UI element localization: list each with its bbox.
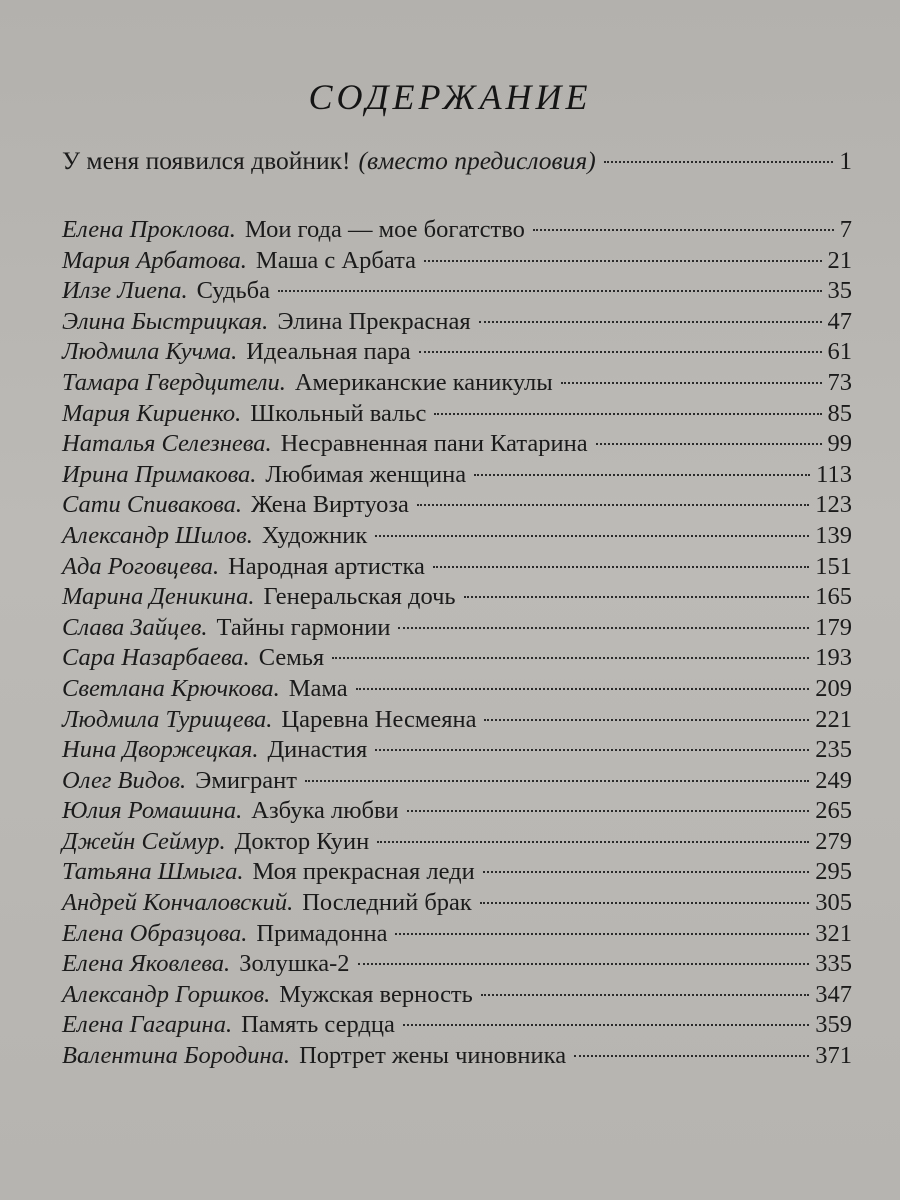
dot-leader xyxy=(375,535,809,537)
entry-author: Элина Быстрицкая. xyxy=(62,307,269,335)
contents-entry xyxy=(62,308,852,339)
entry-author: Елена Яковлева. xyxy=(62,950,231,978)
entry-title: Доктор Куин xyxy=(234,827,370,855)
dot-leader xyxy=(484,719,809,721)
entry-page-number: 151 xyxy=(815,552,852,580)
contents-entry xyxy=(62,981,852,1012)
entry-title: Династия xyxy=(267,736,368,764)
entry-page-number: 235 xyxy=(815,736,852,764)
entry-title: Судьба xyxy=(196,277,270,305)
entry-author: Андрей Кончаловский. xyxy=(62,889,294,917)
contents-entry xyxy=(62,828,852,859)
entry-title: Золушка-2 xyxy=(239,950,350,978)
dot-leader xyxy=(358,963,810,965)
entry-page-number: 193 xyxy=(815,644,852,672)
entry-title: Маша с Арбата xyxy=(255,246,416,274)
entry-author: Джейн Сеймур. xyxy=(62,827,226,855)
dot-leader xyxy=(395,933,809,935)
entry-title: Мама xyxy=(288,674,348,702)
entry-title: Азбука любви xyxy=(251,797,399,825)
entry-author: Елена Проклова. xyxy=(62,216,236,243)
dot-leader xyxy=(561,382,822,384)
contents-entry xyxy=(62,920,852,951)
entry-author: Мария Арбатова. xyxy=(62,246,247,274)
entry-page-number: 139 xyxy=(815,521,852,549)
entry-author: Сати Спивакова. xyxy=(62,491,243,519)
preface-page-number: 1 xyxy=(839,146,852,175)
entry-author: Юлия Ромашина. xyxy=(62,797,243,825)
dot-leader xyxy=(596,443,822,445)
entry-page-number: 7 xyxy=(839,216,852,243)
entry-page-number: 35 xyxy=(827,277,852,305)
contents-entry xyxy=(62,247,852,278)
entry-page-number: 249 xyxy=(815,766,852,794)
entry-page-number: 61 xyxy=(827,338,852,366)
entry-title: Портрет жены чиновника xyxy=(299,1042,567,1070)
dot-leader xyxy=(604,161,834,163)
entry-title: Американские каникулы xyxy=(294,368,553,396)
dot-leader xyxy=(464,596,810,598)
entry-title: Тайны гармонии xyxy=(216,613,391,641)
contents-entry xyxy=(62,736,852,767)
contents-entry xyxy=(62,369,852,400)
entry-page-number: 123 xyxy=(815,491,852,519)
entry-title: Народная артистка xyxy=(228,552,425,580)
entry-page-number: 265 xyxy=(815,797,852,825)
contents-entry xyxy=(62,889,852,920)
entry-page-number: 279 xyxy=(815,827,852,855)
dot-leader xyxy=(417,504,809,506)
entry-author: Марина Деникина. xyxy=(62,583,255,611)
contents-entry xyxy=(62,461,852,492)
entry-title: Семья xyxy=(258,644,325,672)
entry-page-number: 347 xyxy=(815,980,852,1008)
contents-entry xyxy=(62,553,852,584)
entry-author: Наталья Селезнева. xyxy=(62,430,272,458)
entry-title: Последний брак xyxy=(302,889,472,917)
dot-leader xyxy=(305,780,809,782)
preface-title: У меня появился двойник! xyxy=(62,146,351,175)
entry-author: Тамара Гвердцители. xyxy=(62,368,286,396)
entry-page-number: 359 xyxy=(815,1011,852,1039)
entry-page-number: 209 xyxy=(815,674,852,702)
entry-author: Валентина Бородина. xyxy=(62,1042,291,1070)
dot-leader xyxy=(483,871,810,873)
dot-leader xyxy=(398,627,809,629)
dot-leader xyxy=(407,810,810,812)
dot-leader xyxy=(474,474,810,476)
dot-leader xyxy=(480,902,809,904)
dot-leader xyxy=(419,351,822,353)
entry-page-number: 221 xyxy=(815,705,852,733)
entry-title: Царевна Несмеяна xyxy=(281,705,477,733)
entry-title: Идеальная пара xyxy=(246,338,411,366)
entry-page-number: 99 xyxy=(827,430,852,458)
contents-entry xyxy=(62,216,852,247)
preface-note: (вместо предисловия) xyxy=(358,146,596,175)
entry-title: Школьный вальс xyxy=(250,399,427,427)
entry-title: Память сердца xyxy=(241,1011,395,1039)
entry-title: Мужская верность xyxy=(279,980,473,1008)
dot-leader xyxy=(356,688,810,690)
entry-page-number: 21 xyxy=(827,246,852,274)
contents-entry xyxy=(62,400,852,431)
entry-title: Любимая женщина xyxy=(265,460,467,488)
contents-entry xyxy=(62,950,852,981)
contents-list xyxy=(62,216,852,1073)
dot-leader xyxy=(433,566,809,568)
contents-entry xyxy=(62,1042,852,1073)
entry-page-number: 321 xyxy=(815,919,852,947)
dot-leader xyxy=(434,413,821,415)
entry-author: Нина Дворжецкая. xyxy=(62,736,259,764)
entry-page-number: 47 xyxy=(827,307,852,335)
dot-leader xyxy=(481,994,809,996)
entry-author: Людмила Турищева. xyxy=(62,705,273,733)
entry-page-number: 165 xyxy=(815,583,852,611)
entry-author: Александр Шилов. xyxy=(62,521,253,549)
dot-leader xyxy=(424,260,822,262)
preface-entry xyxy=(62,146,852,182)
dot-leader xyxy=(377,841,809,843)
entry-title: Жена Виртуоза xyxy=(251,491,409,519)
contents-heading: СОДЕРЖАНИЕ xyxy=(308,77,592,117)
entry-author: Мария Кириенко. xyxy=(62,399,242,427)
entry-title: Генеральская дочь xyxy=(263,583,456,611)
entry-author: Александр Горшков. xyxy=(62,980,271,1008)
entry-page-number: 371 xyxy=(815,1042,852,1070)
entry-page-number: 73 xyxy=(827,368,852,396)
contents-entry xyxy=(62,675,852,706)
contents-entry xyxy=(62,1011,852,1042)
entry-title: Примадонна xyxy=(256,919,388,947)
dot-leader xyxy=(278,290,822,292)
dot-leader xyxy=(375,749,809,751)
contents-entry xyxy=(62,767,852,798)
entry-page-number: 305 xyxy=(815,889,852,917)
contents-entry xyxy=(62,583,852,614)
entry-title: Эмигрант xyxy=(195,766,297,794)
entry-author: Татьяна Шмыга. xyxy=(62,858,244,886)
entry-author: Светлана Крючкова. xyxy=(62,674,280,702)
entry-author: Людмила Кучма. xyxy=(62,338,238,366)
contents-entry xyxy=(62,338,852,369)
dot-leader xyxy=(332,657,809,659)
contents-entry xyxy=(62,858,852,889)
entry-author: Елена Образцова. xyxy=(62,919,248,947)
entry-author: Ирина Примакова. xyxy=(62,460,257,488)
entry-page-number: 85 xyxy=(827,399,852,427)
dot-leader xyxy=(533,229,834,231)
entry-page-number: 335 xyxy=(815,950,852,978)
entry-page-number: 113 xyxy=(816,460,852,488)
dot-leader xyxy=(403,1024,809,1026)
entry-page-number: 179 xyxy=(815,613,852,641)
contents-entry xyxy=(62,614,852,645)
entry-title: Художник xyxy=(261,521,368,549)
entry-author: Илзе Лиепа. xyxy=(62,277,188,305)
entry-title: Несравненная пани Катарина xyxy=(280,430,588,458)
contents-entry xyxy=(62,277,852,308)
entry-author: Елена Гагарина. xyxy=(62,1011,233,1039)
contents-entry xyxy=(62,706,852,737)
entry-author: Сара Назарбаева. xyxy=(62,644,250,672)
dot-leader xyxy=(479,321,822,323)
entry-author: Слава Зайцев. xyxy=(62,613,208,641)
entry-title: Элина Прекрасная xyxy=(277,307,471,335)
contents-entry xyxy=(62,644,852,675)
contents-entry xyxy=(62,522,852,553)
dot-leader xyxy=(574,1055,809,1057)
contents-entry xyxy=(62,491,852,522)
entry-author: Олег Видов. xyxy=(62,766,187,794)
entry-author: Ада Роговцева. xyxy=(62,552,220,580)
entry-title: Мои года — мое богатство xyxy=(244,216,525,243)
entry-title: Моя прекрасная леди xyxy=(252,858,475,886)
entry-page-number: 295 xyxy=(815,858,852,886)
contents-entry xyxy=(62,797,852,828)
contents-entry xyxy=(62,430,852,461)
